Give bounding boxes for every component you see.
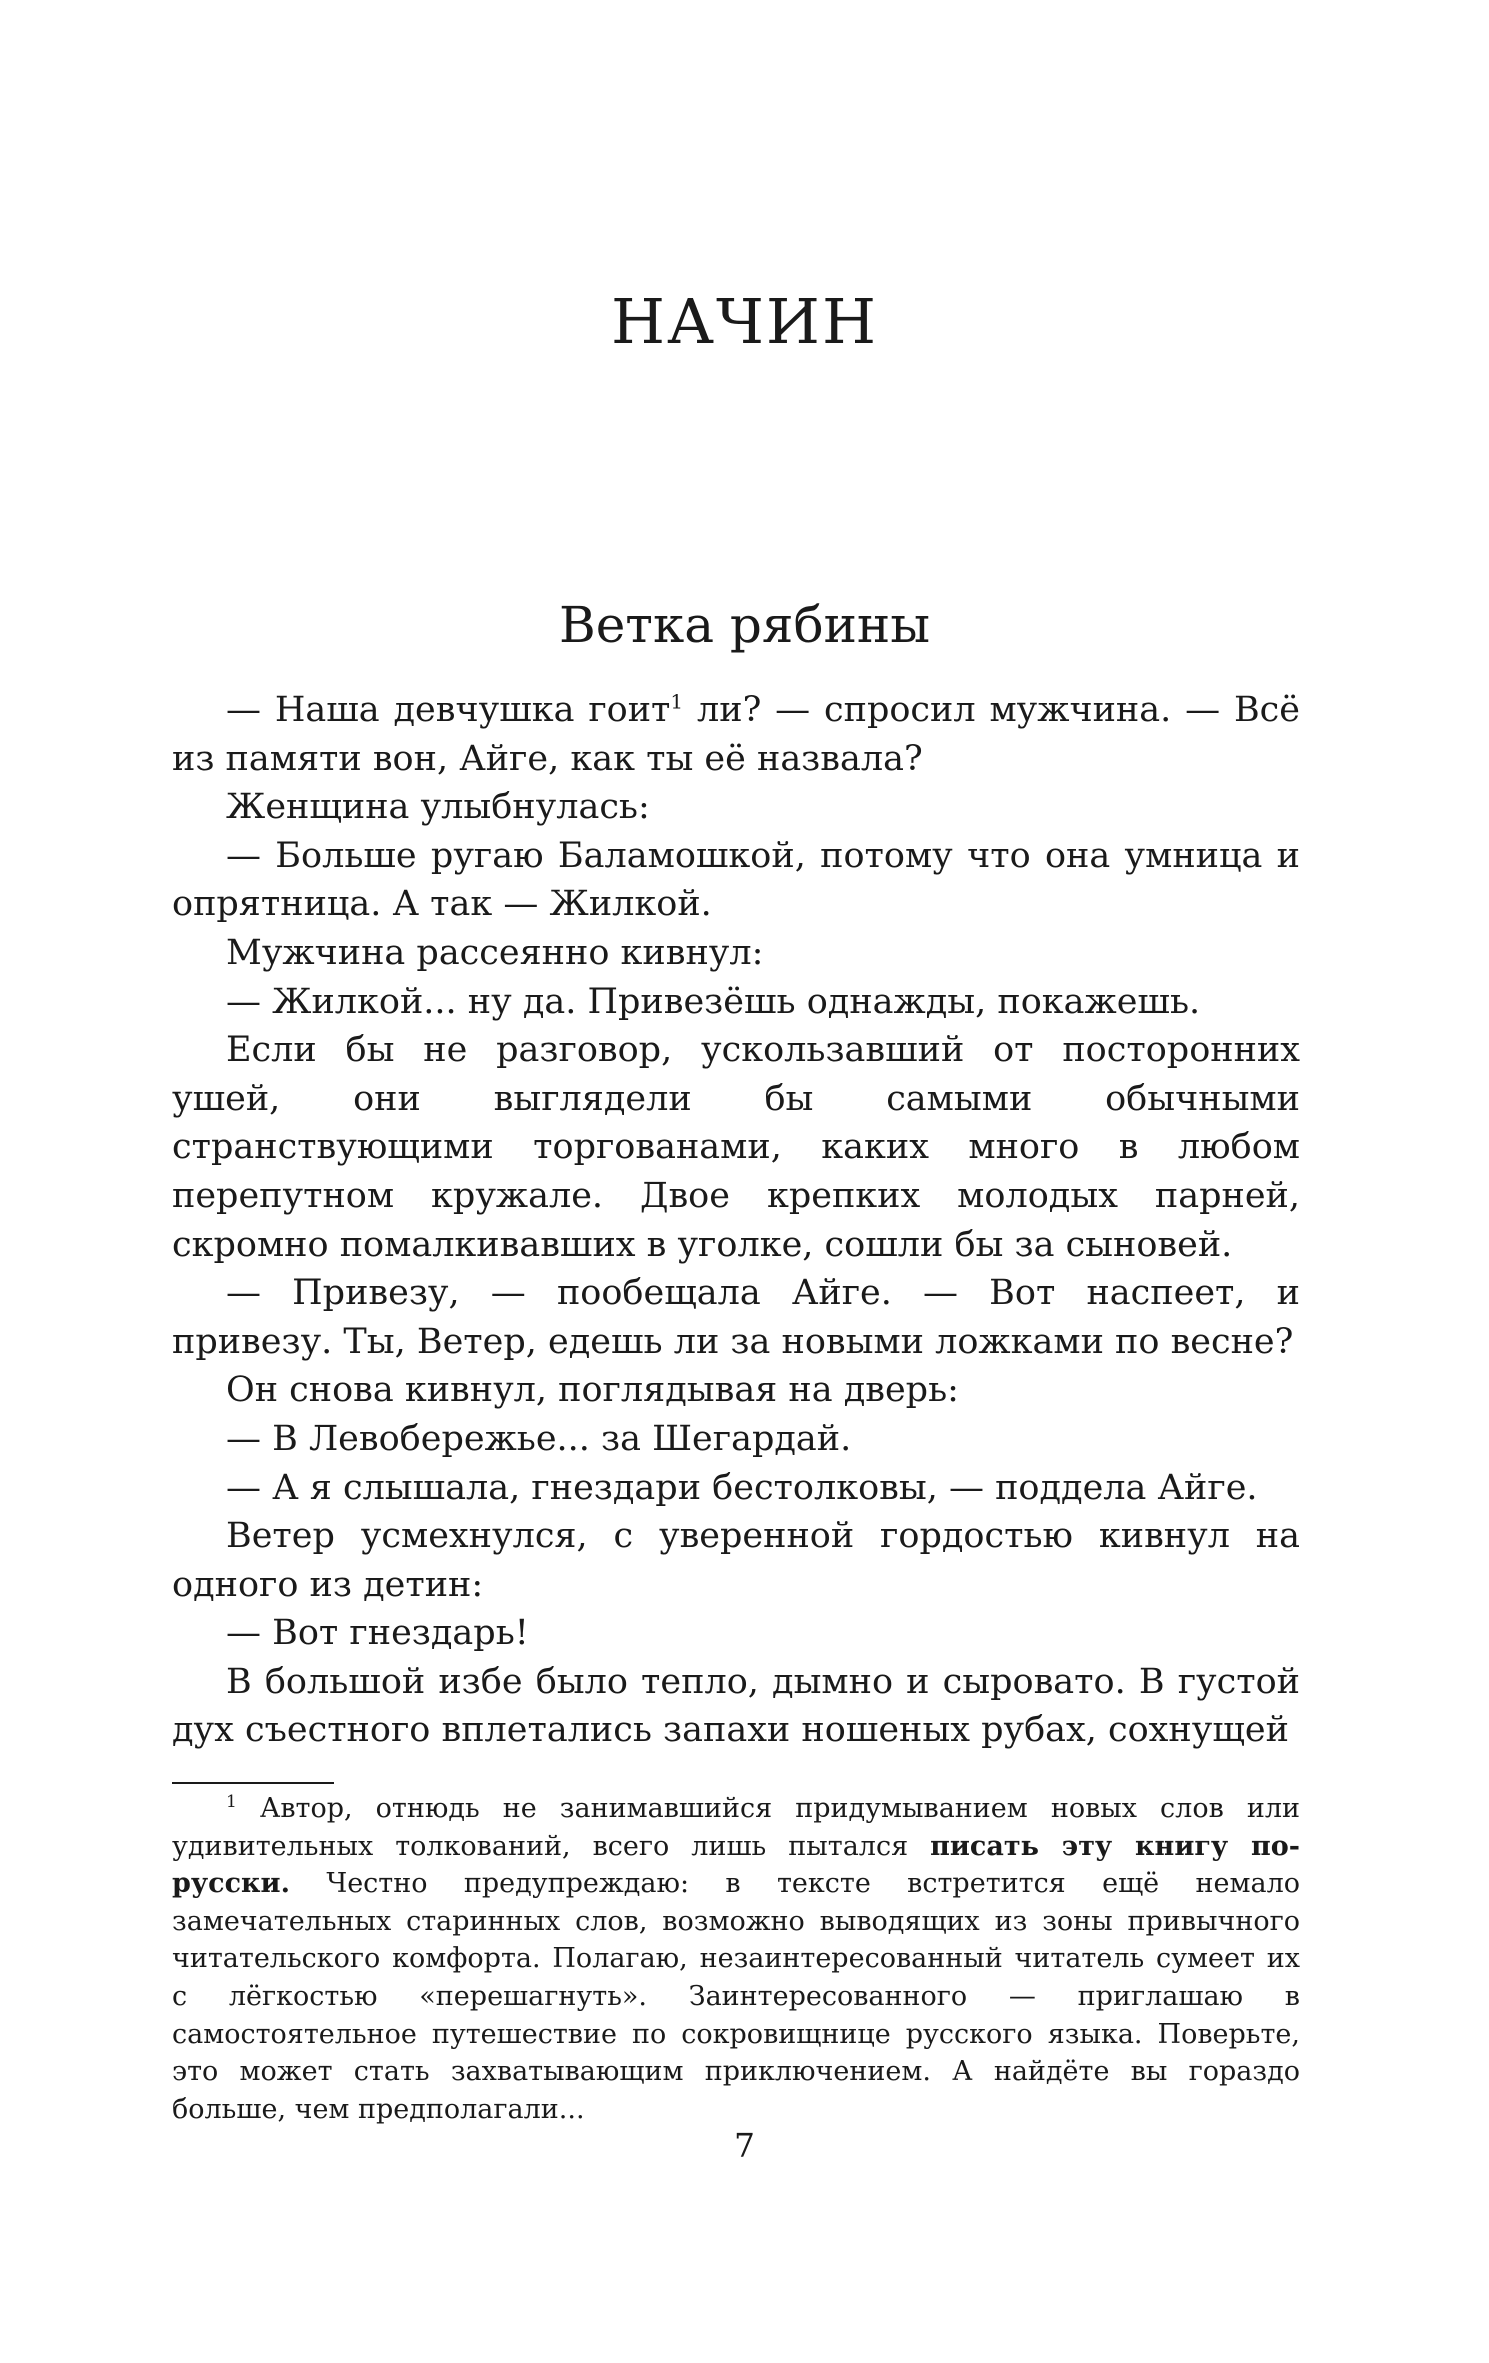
footnote-mark: 1 <box>226 1792 237 1812</box>
page-number: 7 <box>734 2126 755 2165</box>
paragraph: — Больше ругаю Баламошкой, потому что она умница и опрятница. А так — Жилкой. <box>172 835 1300 925</box>
chapter-title: Ветка рябины <box>558 596 931 654</box>
footnote-text: Автор, отнюдь не занимавшийся придумыванием новых слов или удивительных толкований, всего лишь пытался <box>172 1793 1300 1862</box>
footnote <box>172 1790 1300 2128</box>
footnote-divider <box>172 1782 334 1784</box>
paragraph: В большой избе было тепло, дымно и сыровато. В густой дух съестного вплетались запахи ношеных рубах, сохнущей <box>172 1661 1300 1751</box>
paragraph: — Жилкой... ну да. Привезёшь однажды, покажешь. <box>226 981 1201 1022</box>
footnote-reference[interactable]: 1 <box>670 689 684 714</box>
paragraph: Если бы не разговор, ускользавший от посторонних ушей, они выглядели бы самыми обычными странствующими торгованами, каких много в любом перепутном кружале. Двое крепких молодых парней, скромно помалкивавших в уголке, сошли бы за сыновей. <box>172 1030 1300 1265</box>
paragraph: — В Левобережье... за Шегардай. <box>226 1418 852 1459</box>
paragraph: Ветер усмехнулся, с уверенной гордостью кивнул на одного из детин: <box>172 1516 1300 1605</box>
paragraph: Женщина улыбнулась: <box>226 787 650 828</box>
footnote-text: Честно предупреждаю: в тексте встретится ещё немало замечательных старинных слов, возможно выводящих из зоны привычного читательского комфорта. Полагаю, незаинтересованный читатель сумеет их с лёгкостью «перешагнуть». Заинтересованного — приглашаю в самостоятельное путешествие по сокровищнице русского языка. Поверьте, это может стать захватывающим приключением. А найдёте вы гораздо больше, чем предполагали... <box>172 1868 1300 2125</box>
paragraph: — Привезу, — пообещала Айге. — Вот наспеет, и привезу. Ты, Ветер, едешь ли за новыми ложками по весне? <box>172 1273 1300 1362</box>
paragraph <box>172 686 1300 783</box>
paragraph: Он снова кивнул, поглядывая на дверь: <box>226 1370 959 1411</box>
paragraph: — А я слышала, гнездари бестолковы, — поддела Айге. <box>226 1467 1258 1508</box>
paragraph-text: — Наша девчушка гоит <box>226 690 671 730</box>
body-text <box>172 686 1300 1755</box>
paragraph: Мужчина рассеянно кивнул: <box>226 932 764 973</box>
footnote-emphasis: писать эту книгу по-русски. <box>172 1830 1300 1900</box>
paragraph: — Вот гнездарь! <box>226 1613 529 1654</box>
paragraph-text: ли? — спросил мужчина. — Всё из памяти вон, Айге, как ты её назвала? <box>172 690 1300 779</box>
part-title: НАЧИН <box>610 285 879 358</box>
